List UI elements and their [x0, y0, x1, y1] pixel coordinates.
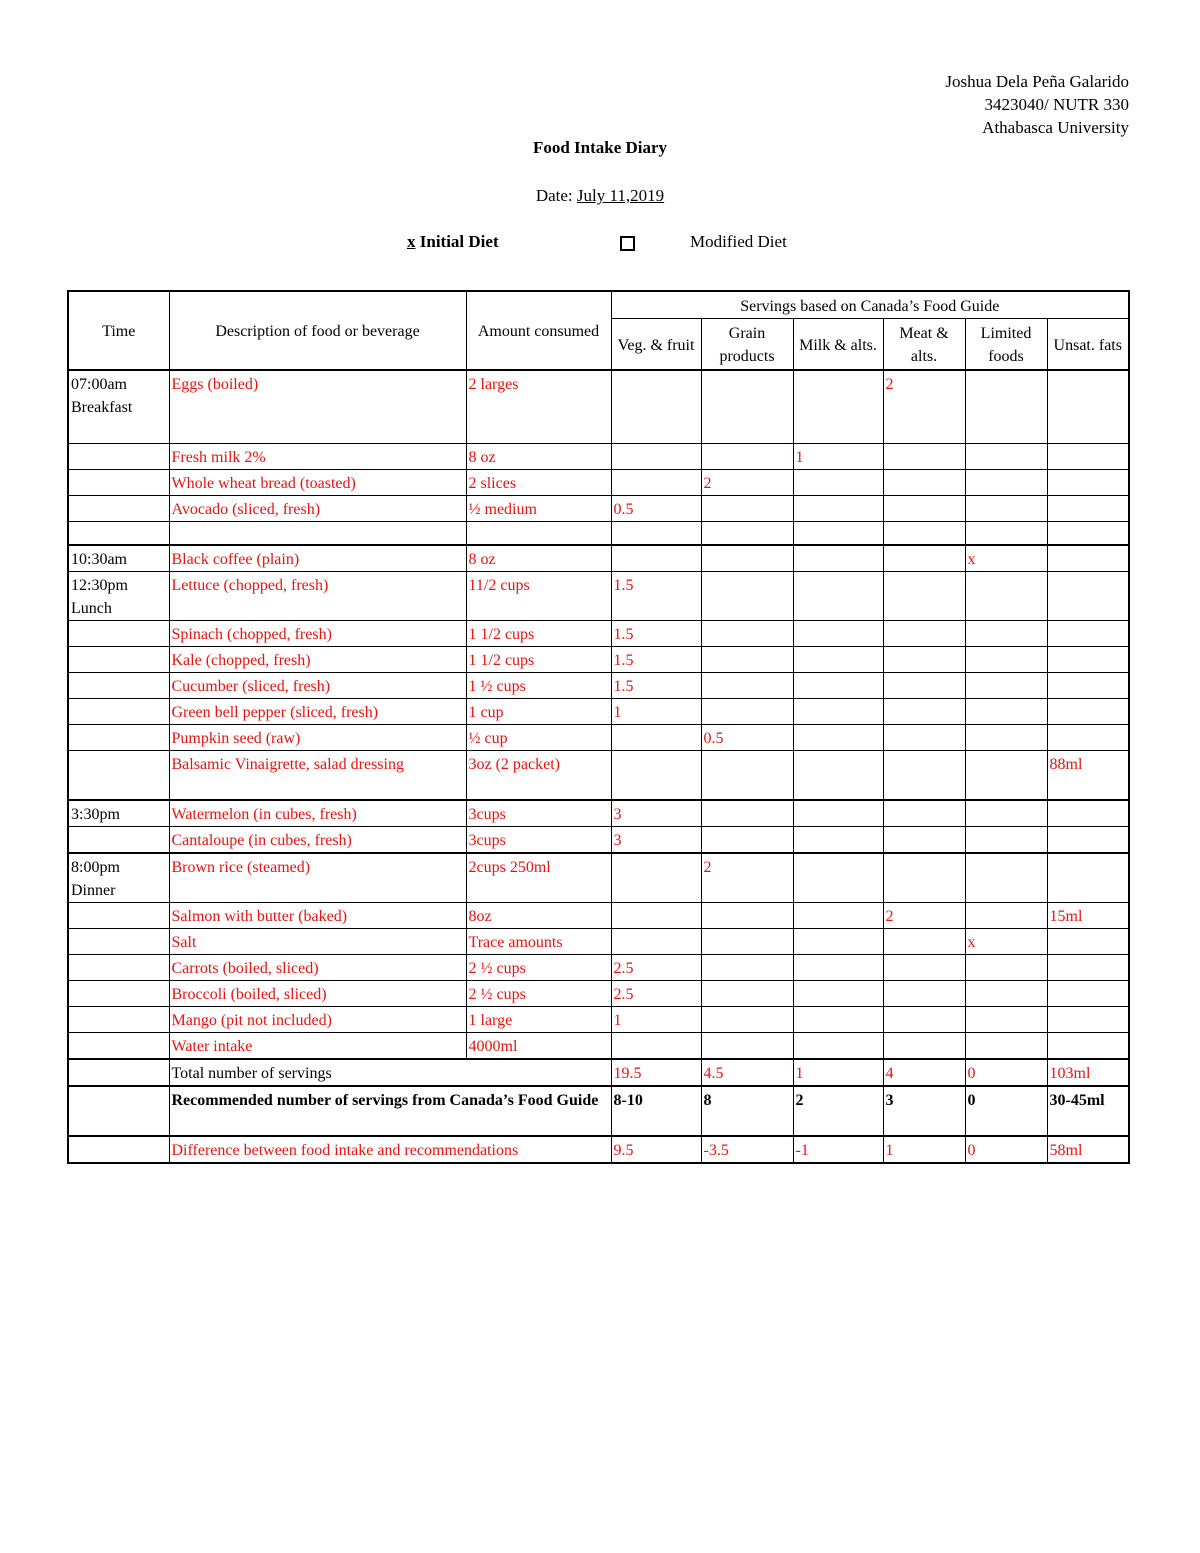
table-row [68, 444, 1129, 470]
cell-grain [701, 751, 793, 801]
cell-limited: x [965, 545, 1047, 572]
cell-veg: 3 [611, 827, 701, 854]
recommended-limited: 0 [965, 1086, 1047, 1136]
cell-veg [611, 444, 701, 470]
cell-veg [611, 545, 701, 572]
cell-amount: 2 ½ cups [466, 955, 611, 981]
cell-limited [965, 673, 1047, 699]
header-grain: Grain products [701, 319, 793, 371]
initial-diet-mark: x [407, 232, 416, 251]
total-limited: 0 [965, 1059, 1047, 1086]
header-meat: Meat & alts. [883, 319, 965, 371]
difference-milk: -1 [793, 1136, 883, 1163]
cell-veg: 2.5 [611, 981, 701, 1007]
date-label: Date: [535, 186, 573, 205]
cell-time [68, 621, 169, 647]
cell-time [68, 1059, 169, 1086]
cell-limited [965, 444, 1047, 470]
cell-time [68, 699, 169, 725]
cell-fats [1047, 470, 1129, 496]
cell-meat [883, 1007, 965, 1033]
cell-time: 12:30pm Lunch [68, 572, 169, 621]
cell-grain: 0.5 [701, 725, 793, 751]
cell-milk [793, 621, 883, 647]
cell-milk [793, 903, 883, 929]
cell-time [68, 1033, 169, 1060]
cell-fats [1047, 955, 1129, 981]
cell-fats [1047, 572, 1129, 621]
cell-veg: 1.5 [611, 673, 701, 699]
cell-fats [1047, 929, 1129, 955]
cell-description: Balsamic Vinaigrette, salad dressing [169, 751, 466, 801]
cell-limited [965, 522, 1047, 546]
cell-time: 3:30pm [68, 800, 169, 827]
cell-fats [1047, 827, 1129, 854]
table-row [68, 981, 1129, 1007]
cell-grain [701, 699, 793, 725]
cell-meat [883, 981, 965, 1007]
difference-veg: 9.5 [611, 1136, 701, 1163]
table-row [68, 496, 1129, 522]
cell-amount: 8 oz [466, 444, 611, 470]
total-label: Total number of servings [169, 1059, 611, 1086]
cell-meat [883, 673, 965, 699]
cell-milk [793, 496, 883, 522]
total-row [68, 1059, 1129, 1086]
cell-grain [701, 496, 793, 522]
cell-description: Spinach (chopped, fresh) [169, 621, 466, 647]
header-fats: Unsat. fats [1047, 319, 1129, 371]
table-row [68, 853, 1129, 903]
food-intake-table [67, 290, 1130, 1164]
cell-fats [1047, 1033, 1129, 1060]
cell-description: Cantaloupe (in cubes, fresh) [169, 827, 466, 854]
cell-veg: 3 [611, 800, 701, 827]
cell-limited [965, 725, 1047, 751]
cell-grain [701, 800, 793, 827]
cell-veg [611, 853, 701, 903]
cell-fats [1047, 1007, 1129, 1033]
total-milk: 1 [793, 1059, 883, 1086]
difference-limited: 0 [965, 1136, 1047, 1163]
cell-amount: 2 larges [466, 370, 611, 444]
cell-meat [883, 470, 965, 496]
cell-description: Green bell pepper (sliced, fresh) [169, 699, 466, 725]
cell-meat [883, 647, 965, 673]
cell-time [68, 955, 169, 981]
table-row [68, 903, 1129, 929]
cell-fats [1047, 444, 1129, 470]
cell-amount [466, 522, 611, 546]
cell-amount: 8oz [466, 903, 611, 929]
cell-veg [611, 903, 701, 929]
cell-limited [965, 827, 1047, 854]
cell-time [68, 903, 169, 929]
header-servings-group: Servings based on Canada’s Food Guide [611, 291, 1129, 319]
cell-time [68, 470, 169, 496]
cell-milk [793, 545, 883, 572]
header-limited: Limited foods [965, 319, 1047, 371]
cell-meat [883, 522, 965, 546]
cell-amount: 3cups [466, 800, 611, 827]
cell-fats [1047, 545, 1129, 572]
modified-diet-label: Modified Diet [690, 232, 787, 251]
cell-fats [1047, 522, 1129, 546]
page-title: Food Intake Diary [532, 138, 668, 157]
cell-limited [965, 647, 1047, 673]
cell-milk [793, 827, 883, 854]
cell-limited [965, 370, 1047, 444]
cell-grain [701, 827, 793, 854]
cell-description: Mango (pit not included) [169, 1007, 466, 1033]
cell-milk [793, 470, 883, 496]
cell-description: Eggs (boiled) [169, 370, 466, 444]
cell-grain [701, 903, 793, 929]
cell-fats [1047, 853, 1129, 903]
table-row [68, 699, 1129, 725]
cell-milk [793, 699, 883, 725]
difference-grain: -3.5 [701, 1136, 793, 1163]
cell-milk [793, 572, 883, 621]
recommended-grain: 8 [701, 1086, 793, 1136]
cell-amount: ½ medium [466, 496, 611, 522]
cell-limited [965, 903, 1047, 929]
cell-amount: 2 slices [466, 470, 611, 496]
table-row [68, 800, 1129, 827]
table-row [68, 751, 1129, 801]
cell-description: Brown rice (steamed) [169, 853, 466, 903]
cell-grain [701, 955, 793, 981]
cell-limited [965, 955, 1047, 981]
cell-meat [883, 699, 965, 725]
cell-veg [611, 929, 701, 955]
cell-description: Fresh milk 2% [169, 444, 466, 470]
cell-meat [883, 853, 965, 903]
cell-meat [883, 929, 965, 955]
difference-row [68, 1136, 1129, 1163]
table-row [68, 955, 1129, 981]
cell-meat [883, 572, 965, 621]
cell-limited [965, 572, 1047, 621]
cell-veg [611, 751, 701, 801]
cell-grain [701, 621, 793, 647]
table-row [68, 647, 1129, 673]
cell-fats [1047, 496, 1129, 522]
author-name: Joshua Dela Peña Galarido [945, 72, 1129, 91]
cell-veg: 1 [611, 1007, 701, 1033]
cell-time [68, 1086, 169, 1136]
cell-meat [883, 545, 965, 572]
cell-milk [793, 370, 883, 444]
cell-veg: 1 [611, 699, 701, 725]
initial-diet-option[interactable] [407, 232, 499, 252]
cell-amount: 1 cup [466, 699, 611, 725]
cell-milk [793, 673, 883, 699]
cell-limited [965, 981, 1047, 1007]
cell-description: Water intake [169, 1033, 466, 1060]
cell-limited [965, 751, 1047, 801]
table-row [68, 621, 1129, 647]
header-veg: Veg. & fruit [611, 319, 701, 371]
cell-grain [701, 1033, 793, 1060]
cell-meat [883, 751, 965, 801]
table-row [68, 1007, 1129, 1033]
initial-diet-label: Initial Diet [419, 232, 499, 251]
cell-milk [793, 1007, 883, 1033]
cell-time [68, 522, 169, 546]
cell-meat: 2 [883, 903, 965, 929]
cell-veg [611, 725, 701, 751]
cell-milk [793, 929, 883, 955]
header-amount: Amount consumed [466, 291, 611, 370]
cell-limited: x [965, 929, 1047, 955]
cell-fats [1047, 981, 1129, 1007]
table-row [68, 725, 1129, 751]
cell-milk [793, 853, 883, 903]
cell-meat: 2 [883, 370, 965, 444]
total-meat: 4 [883, 1059, 965, 1086]
cell-description: Avocado (sliced, fresh) [169, 496, 466, 522]
difference-meat: 1 [883, 1136, 965, 1163]
cell-amount: 1 ½ cups [466, 673, 611, 699]
cell-limited [965, 800, 1047, 827]
cell-milk: 1 [793, 444, 883, 470]
recommended-meat: 3 [883, 1086, 965, 1136]
table-row [68, 929, 1129, 955]
cell-fats: 88ml [1047, 751, 1129, 801]
cell-milk [793, 725, 883, 751]
cell-veg [611, 470, 701, 496]
table-row [68, 827, 1129, 854]
cell-amount: Trace amounts [466, 929, 611, 955]
cell-amount: 3cups [466, 827, 611, 854]
student-id-course: 3423040/ NUTR 330 [984, 95, 1129, 114]
difference-label: Difference between food intake and recommendations [169, 1136, 611, 1163]
cell-time [68, 444, 169, 470]
table-row [68, 370, 1129, 444]
cell-time [68, 725, 169, 751]
table-row [68, 1033, 1129, 1060]
cell-description: Carrots (boiled, sliced) [169, 955, 466, 981]
cell-time: 8:00pm Dinner [68, 853, 169, 903]
cell-milk [793, 800, 883, 827]
modified-diet-checkbox-icon[interactable] [620, 236, 635, 251]
cell-veg: 1.5 [611, 621, 701, 647]
cell-veg [611, 1033, 701, 1060]
cell-time: 10:30am [68, 545, 169, 572]
cell-description: Salt [169, 929, 466, 955]
cell-grain [701, 572, 793, 621]
cell-time [68, 981, 169, 1007]
cell-description: Kale (chopped, fresh) [169, 647, 466, 673]
table-row [68, 572, 1129, 621]
cell-fats [1047, 699, 1129, 725]
cell-veg: 1.5 [611, 647, 701, 673]
cell-limited [965, 1007, 1047, 1033]
cell-limited [965, 1033, 1047, 1060]
cell-description: Lettuce (chopped, fresh) [169, 572, 466, 621]
cell-grain [701, 444, 793, 470]
university: Athabasca University [982, 118, 1129, 137]
cell-description: Black coffee (plain) [169, 545, 466, 572]
cell-grain [701, 1007, 793, 1033]
table-row [68, 673, 1129, 699]
cell-limited [965, 699, 1047, 725]
cell-amount: 3oz (2 packet) [466, 751, 611, 801]
cell-milk [793, 955, 883, 981]
date-line [0, 186, 1200, 206]
cell-time [68, 751, 169, 801]
cell-time [68, 1136, 169, 1163]
cell-description [169, 522, 466, 546]
cell-time [68, 673, 169, 699]
cell-grain: 2 [701, 853, 793, 903]
total-veg: 19.5 [611, 1059, 701, 1086]
header-milk: Milk & alts. [793, 319, 883, 371]
cell-milk [793, 522, 883, 546]
cell-meat [883, 621, 965, 647]
cell-amount: 11/2 cups [466, 572, 611, 621]
recommended-milk: 2 [793, 1086, 883, 1136]
cell-veg [611, 370, 701, 444]
cell-fats [1047, 800, 1129, 827]
cell-fats [1047, 673, 1129, 699]
table-row [68, 545, 1129, 572]
cell-grain [701, 647, 793, 673]
cell-fats [1047, 621, 1129, 647]
cell-grain [701, 929, 793, 955]
cell-veg: 2.5 [611, 955, 701, 981]
cell-fats: 15ml [1047, 903, 1129, 929]
cell-meat [883, 725, 965, 751]
difference-fats: 58ml [1047, 1136, 1129, 1163]
recommended-label: Recommended number of servings from Canada’s Food Guide [169, 1086, 611, 1136]
cell-description: Pumpkin seed (raw) [169, 725, 466, 751]
cell-milk [793, 981, 883, 1007]
cell-meat [883, 800, 965, 827]
cell-amount: 4000ml [466, 1033, 611, 1060]
cell-grain [701, 522, 793, 546]
cell-description: Whole wheat bread (toasted) [169, 470, 466, 496]
cell-meat [883, 1033, 965, 1060]
cell-grain [701, 981, 793, 1007]
total-grain: 4.5 [701, 1059, 793, 1086]
cell-time [68, 1007, 169, 1033]
cell-limited [965, 621, 1047, 647]
cell-limited [965, 853, 1047, 903]
cell-time [68, 929, 169, 955]
cell-fats [1047, 725, 1129, 751]
cell-meat [883, 444, 965, 470]
cell-fats [1047, 370, 1129, 444]
recommended-row [68, 1086, 1129, 1136]
table-row [68, 522, 1129, 546]
cell-time [68, 496, 169, 522]
cell-description: Salmon with butter (baked) [169, 903, 466, 929]
cell-amount: 1 1/2 cups [466, 647, 611, 673]
cell-veg: 0.5 [611, 496, 701, 522]
date-value: July 11,2019 [576, 186, 665, 205]
cell-amount: 1 1/2 cups [466, 621, 611, 647]
cell-fats [1047, 647, 1129, 673]
cell-grain [701, 370, 793, 444]
cell-amount: 8 oz [466, 545, 611, 572]
header-time: Time [68, 291, 169, 370]
cell-limited [965, 496, 1047, 522]
recommended-fats: 30-45ml [1047, 1086, 1129, 1136]
cell-milk [793, 647, 883, 673]
cell-amount: ½ cup [466, 725, 611, 751]
cell-milk [793, 1033, 883, 1060]
cell-description: Watermelon (in cubes, fresh) [169, 800, 466, 827]
table-row [68, 470, 1129, 496]
cell-meat [883, 496, 965, 522]
cell-grain [701, 673, 793, 699]
cell-veg: 1.5 [611, 572, 701, 621]
author-block [945, 70, 1129, 139]
cell-time: 07:00am Breakfast [68, 370, 169, 444]
cell-time [68, 647, 169, 673]
cell-veg [611, 522, 701, 546]
cell-limited [965, 470, 1047, 496]
recommended-veg: 8-10 [611, 1086, 701, 1136]
cell-milk [793, 751, 883, 801]
cell-description: Broccoli (boiled, sliced) [169, 981, 466, 1007]
cell-amount: 2cups 250ml [466, 853, 611, 903]
total-fats: 103ml [1047, 1059, 1129, 1086]
cell-meat [883, 827, 965, 854]
cell-time [68, 827, 169, 854]
cell-amount: 1 large [466, 1007, 611, 1033]
cell-grain: 2 [701, 470, 793, 496]
header-description: Description of food or beverage [169, 291, 466, 370]
cell-description: Cucumber (sliced, fresh) [169, 673, 466, 699]
cell-grain [701, 545, 793, 572]
cell-meat [883, 955, 965, 981]
cell-amount: 2 ½ cups [466, 981, 611, 1007]
